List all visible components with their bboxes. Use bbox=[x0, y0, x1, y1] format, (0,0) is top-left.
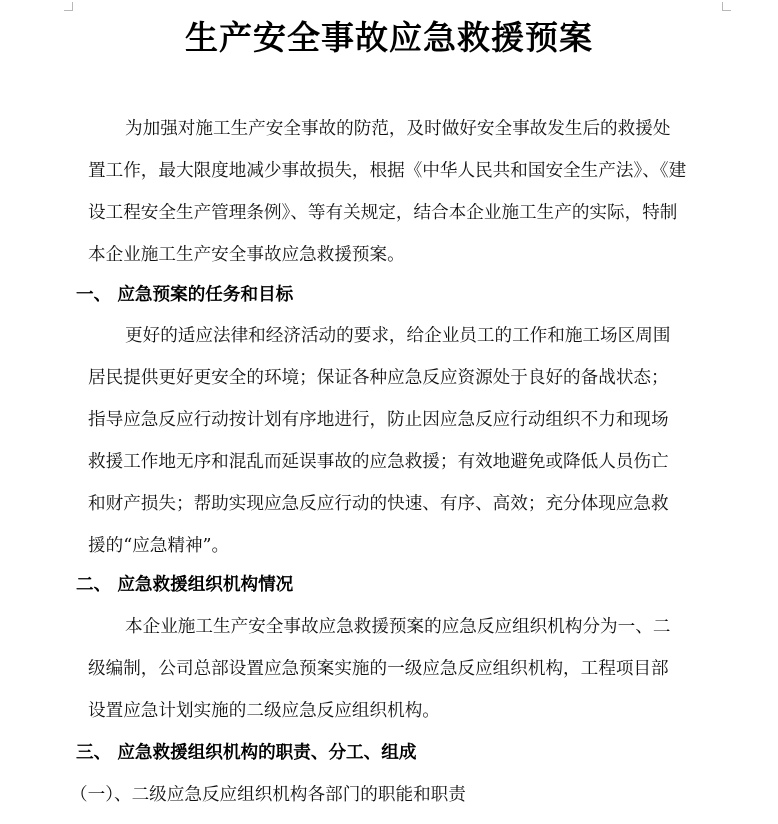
section-heading-3: 三、 应急救援组织机构的职责、分工、组成 bbox=[76, 742, 417, 763]
page-corner-mark-right bbox=[722, 2, 731, 11]
section-2-paragraph bbox=[88, 606, 670, 732]
paragraph-line: 为加强对施工生产安全事故的防范，及时做好安全事故发生后的救援处 bbox=[125, 119, 671, 139]
paragraph-line: 救援工作地无序和混乱而延误事故的应急救援；有效地避免或降低人员伤亡 bbox=[88, 452, 669, 472]
paragraph-line: 援的“应急精神”。 bbox=[88, 536, 230, 556]
paragraph-line: 和财产损失；帮助实现应急反应行动的快速、有序、高效；充分体现应急救 bbox=[88, 494, 669, 514]
section-heading-1: 一、 应急预案的任务和目标 bbox=[76, 284, 294, 305]
paragraph-line: 更好的适应法律和经济活动的要求，给企业员工的工作和施工场区周围 bbox=[125, 326, 671, 346]
paragraph-line: 设工程安全生产管理条例》、等有关规定，结合本企业施工生产的实际，特制 bbox=[88, 203, 678, 223]
section-heading-2: 二、 应急救援组织机构情况 bbox=[76, 574, 294, 595]
document-title: 生产安全事故应急救援预案 bbox=[185, 18, 593, 57]
paragraph-line: 本企业施工生产安全事故应急救援预案的应急反应组织机构分为一、二 bbox=[125, 617, 671, 637]
paragraph-line: 居民提供更好更安全的环境；保证各种应急反应资源处于良好的备战状态； bbox=[88, 368, 669, 388]
paragraph-line: 置工作，最大限度地减少事故损失，根据《中华人民共和国安全生产法》、《建 bbox=[88, 161, 687, 181]
section-1-paragraph bbox=[88, 315, 670, 567]
paragraph-line: 本企业施工生产安全事故应急救援预案。 bbox=[88, 245, 405, 265]
page-corner-mark-left bbox=[64, 2, 73, 11]
paragraph-line: 设置应急计划实施的二级应急反应组织机构。 bbox=[88, 701, 440, 721]
paragraph-line: 指导应急反应行动按计划有序地进行，防止因应急反应行动组织不力和现场 bbox=[88, 410, 669, 430]
intro-paragraph bbox=[88, 108, 686, 276]
paragraph-line: 级编制，公司总部设置应急预案实施的一级应急反应组织机构，工程项目部 bbox=[88, 659, 669, 679]
section-3-subheading: （一）、二级应急反应组织机构各部门的职能和职责 bbox=[70, 785, 466, 805]
